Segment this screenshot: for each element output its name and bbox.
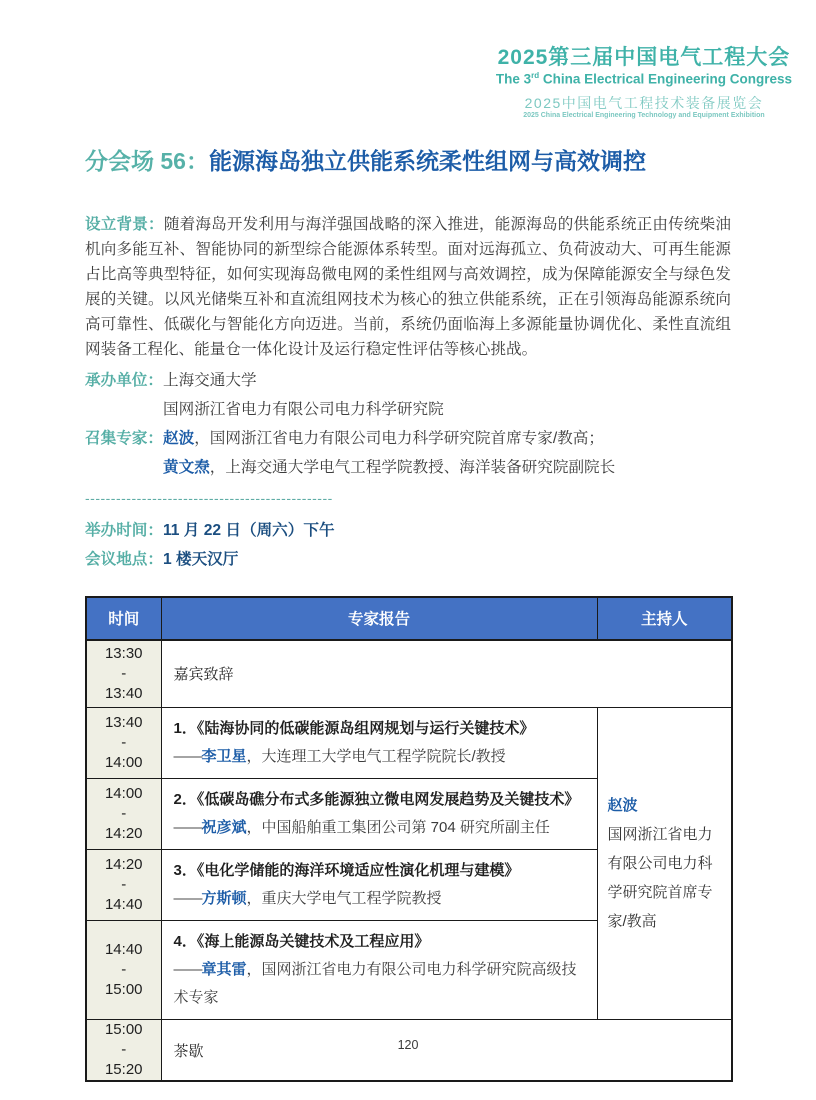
time-cell: 14:40 - 15:00 bbox=[86, 921, 161, 1020]
time-cell: 13:40 - 14:00 bbox=[86, 708, 161, 779]
time-cell: 14:20 - 14:40 bbox=[86, 850, 161, 921]
speaker-name: 祝彦斌 bbox=[201, 819, 247, 837]
report-speaker-line bbox=[174, 956, 585, 1012]
report-speaker-line bbox=[174, 814, 585, 842]
host-name: 赵波 bbox=[607, 797, 638, 815]
speaker-affiliation: ，国网浙江省电力有限公司电力科学研究院高级技术专家 bbox=[173, 961, 577, 1007]
congress-logo bbox=[496, 46, 792, 120]
agenda-table bbox=[85, 596, 733, 1083]
page-number: 120 bbox=[397, 1038, 419, 1052]
report-title: 2．《低碳岛礁分布式多能源独立微电网发展趋势及关键技术》 bbox=[173, 791, 580, 809]
time-cell: 15:00 - 15:20 bbox=[86, 1020, 161, 1082]
background-paragraph bbox=[85, 212, 731, 362]
page-title bbox=[85, 148, 731, 176]
report-cell-1 bbox=[161, 708, 597, 779]
convener-name-1: 赵波 bbox=[162, 429, 195, 447]
speaker-name: 李卫星 bbox=[201, 748, 247, 766]
organizer-value-2: 国网浙江省电力有限公司电力科学研究院 bbox=[163, 400, 444, 418]
report-speaker-line bbox=[174, 885, 585, 913]
em-dash: —— bbox=[173, 819, 202, 837]
report-title: 1．《陆海协同的低碳能源岛组网规划与运行关键技术》 bbox=[173, 720, 535, 738]
table-header-row bbox=[86, 597, 732, 640]
report-cell-4 bbox=[161, 921, 597, 1020]
col-header-host: 主持人 bbox=[597, 597, 732, 640]
speaker-name: 章其雷 bbox=[201, 961, 247, 979]
host-cell bbox=[597, 708, 732, 1020]
exhibition-title-en: 2025 China Electrical Engineering Technology and Equipment Exhibition bbox=[523, 112, 765, 120]
report-speaker-line bbox=[174, 743, 585, 771]
dashed-divider: ------------------------------------------------ bbox=[85, 490, 333, 505]
organizer-line-2 bbox=[85, 395, 731, 424]
convener-name-2: 黄文焘 bbox=[163, 458, 210, 476]
speaker-affiliation: ，中国船舶重工集团公司第 704 研究所副主任 bbox=[246, 819, 550, 837]
background-text: 随着海岛开发利用与海洋强国战略的深入推进，能源海岛的供能系统正由传统柴油机向多能互补、智能协同的新型综合能源体系转型。面对远海孤立、负荷波动大、可再生能源占比高等典型特征，如何实现海岛微电网的柔性组网与高效调控，成为保障能源安全与绿色发展的关键。以风光储柴互补和直流组网技术为核心的独立供能系统，正在引领海岛能源系统向高可靠性、低碳化与智能化方向迈进。当前，系统仍面临海上多源能量协调优化、柔性直流组网装备工程化、能量仓一体化设计及运行稳定性评估等核心挑战。 bbox=[85, 215, 731, 358]
convener-desc-2: ，上海交通大学电气工程学院教授、海洋装备研究院副院长 bbox=[209, 458, 616, 476]
schedule-venue-label: 会议地点： bbox=[85, 550, 163, 568]
host-description: 国网浙江省电力有限公司电力科学研究院首席专家/教高 bbox=[607, 826, 713, 931]
schedule-block bbox=[85, 516, 731, 574]
organizer-label: 承办单位： bbox=[85, 371, 163, 389]
tea-break-cell: 茶歇 bbox=[161, 1020, 732, 1082]
convener-label: 召集专家： bbox=[85, 429, 163, 447]
speaker-affiliation: ，大连理工大学电气工程学院院长/教授 bbox=[246, 748, 506, 766]
schedule-time-value: 11 月 22 日（周六）下午 bbox=[162, 521, 335, 539]
speaker-affiliation: ，重庆大学电气工程学院教授 bbox=[246, 890, 442, 908]
organizer-value-1: 上海交通大学 bbox=[162, 371, 257, 389]
exhibition-title-cn: 2025中国电气工程技术装备展览会 bbox=[524, 95, 764, 112]
opening-remarks-cell: 嘉宾致辞 bbox=[161, 640, 732, 708]
background-label: 设立背景： bbox=[85, 215, 164, 233]
convener-line-2 bbox=[85, 453, 731, 482]
session-number: 分会场 56： bbox=[85, 148, 209, 174]
info-block bbox=[85, 366, 731, 482]
table-row-opening bbox=[86, 640, 732, 708]
report-cell-3 bbox=[161, 850, 597, 921]
convener-line-1 bbox=[85, 424, 731, 453]
schedule-venue-line bbox=[85, 545, 731, 574]
em-dash: —— bbox=[173, 961, 202, 979]
congress-title-en: The 3rd China Electrical Engineering Congress bbox=[495, 71, 792, 87]
schedule-time-label: 举办时间： bbox=[85, 521, 163, 539]
schedule-venue-value: 1 楼天汉厅 bbox=[162, 550, 239, 568]
report-title: 4．《海上能源岛关键技术及工程应用》 bbox=[173, 933, 430, 951]
col-header-report: 专家报告 bbox=[161, 597, 597, 640]
session-name: 能源海岛独立供能系统柔性组网与高效调控 bbox=[208, 148, 646, 174]
congress-title-cn: 2025第三届中国电气工程大会 bbox=[497, 46, 791, 69]
convener-desc-1: ，国网浙江省电力有限公司电力科学研究院首席专家/教高； bbox=[194, 429, 604, 447]
report-title: 3．《电化学储能的海洋环境适应性演化机理与建模》 bbox=[173, 862, 520, 880]
report-cell-2 bbox=[161, 779, 597, 850]
em-dash: —— bbox=[173, 890, 202, 908]
organizer-line-1 bbox=[85, 366, 731, 395]
col-header-time: 时间 bbox=[86, 597, 161, 640]
schedule-time-line bbox=[85, 516, 731, 545]
time-cell: 13:30 - 13:40 bbox=[86, 640, 161, 708]
speaker-name: 方斯顿 bbox=[201, 890, 247, 908]
table-row-report-1 bbox=[86, 708, 732, 779]
time-cell: 14:00 - 14:20 bbox=[86, 779, 161, 850]
em-dash: —— bbox=[173, 748, 202, 766]
